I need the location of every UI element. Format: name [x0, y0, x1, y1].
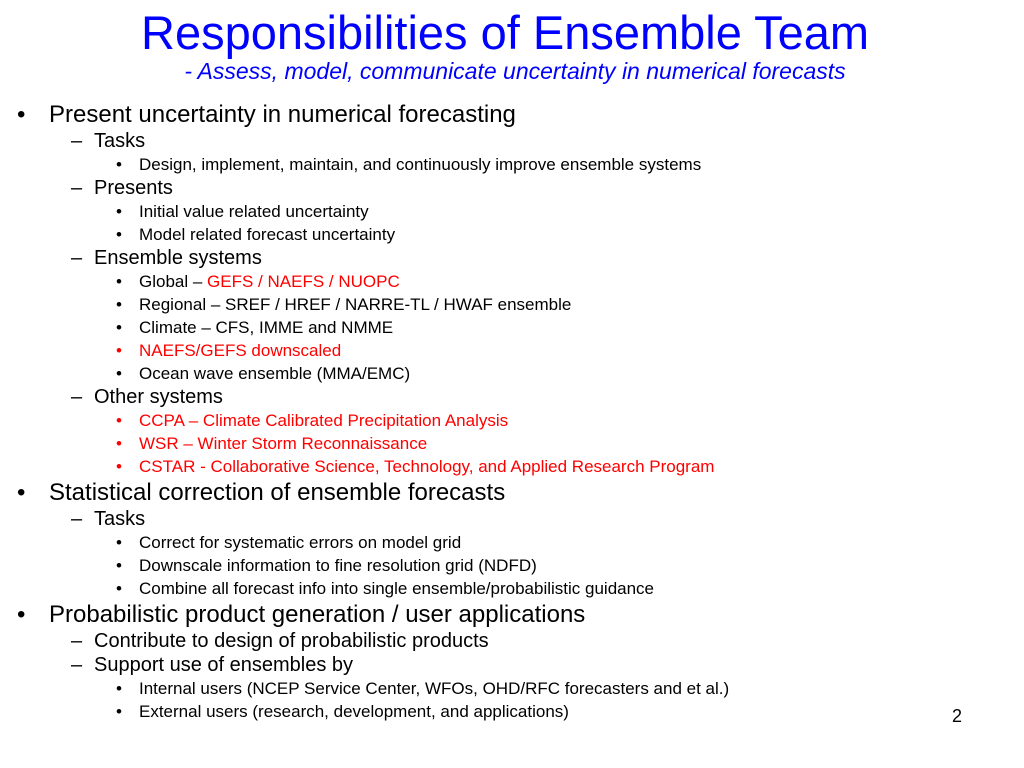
bullet-marker: •: [116, 341, 122, 360]
sub-tasks: [0, 507, 1000, 531]
sub-label: Tasks: [94, 130, 146, 152]
list-item: [0, 677, 1000, 700]
bullet-marker: •: [17, 479, 26, 506]
item-text: CCPA – Climate Calibrated Precipitation Analysis: [139, 411, 509, 430]
sub-other-systems: [0, 385, 1000, 409]
dash-marker: –: [71, 508, 83, 530]
page-number: 2: [951, 706, 962, 726]
item-text: Global –: [139, 272, 208, 291]
bullet-marker: •: [116, 579, 122, 598]
item-text: Correct for systematic errors on model grid: [139, 533, 462, 552]
sub-label: Other systems: [94, 386, 223, 408]
item-text: CSTAR - Collaborative Science, Technology, and Applied Research Program: [139, 457, 715, 476]
item-text: Model related forecast uncertainty: [139, 225, 396, 244]
bullet-marker: •: [116, 556, 122, 575]
bullet-marker: •: [116, 318, 122, 337]
section-present-uncertainty: [0, 100, 1000, 129]
sub-label: Support use of ensembles by: [94, 654, 354, 676]
bullet-marker: •: [116, 679, 122, 698]
section-label: Present uncertainty in numerical forecasting: [49, 101, 516, 128]
item-text: External users (research, development, and applications): [139, 702, 569, 721]
bullet-marker: •: [116, 295, 122, 314]
section-statistical-correction: [0, 478, 1000, 507]
bullet-marker: •: [116, 411, 122, 430]
list-item: [0, 531, 1000, 554]
dash-marker: –: [71, 247, 83, 269]
dash-marker: –: [71, 177, 83, 199]
bullet-marker: •: [116, 272, 122, 291]
bullet-marker: •: [17, 601, 26, 628]
list-item: [0, 270, 1000, 293]
item-highlight: GEFS / NAEFS / NUOPC: [207, 272, 400, 291]
dash-marker: –: [71, 630, 83, 652]
bullet-marker: •: [116, 434, 122, 453]
item-text: WSR – Winter Storm Reconnaissance: [139, 434, 428, 453]
list-item: [0, 339, 1000, 362]
title-block: [0, 6, 1010, 84]
list-item: [0, 293, 1000, 316]
bullet-marker: •: [116, 225, 122, 244]
bullet-marker: •: [116, 533, 122, 552]
item-text: NAEFS/GEFS downscaled: [139, 341, 342, 360]
bullet-content: [0, 100, 1000, 723]
item-text: Internal users (NCEP Service Center, WFOs, OHD/RFC forecasters and et al.): [139, 679, 730, 698]
bullet-marker: •: [116, 155, 122, 174]
list-item: [0, 316, 1000, 339]
item-text: Climate – CFS, IMME and NMME: [139, 318, 394, 337]
list-item: [0, 455, 1000, 478]
slide-subtitle: - Assess, model, communicate uncertainty in numerical forecasts: [184, 58, 846, 84]
item-text: Ocean wave ensemble (MMA/EMC): [139, 364, 411, 383]
sub-label: Presents: [94, 177, 173, 199]
item-text: Initial value related uncertainty: [139, 202, 369, 221]
sub-tasks: [0, 129, 1000, 153]
list-item: [0, 362, 1000, 385]
bullet-marker: •: [17, 101, 26, 128]
sub-label: Tasks: [94, 508, 146, 530]
sub-ensemble-systems: [0, 246, 1000, 270]
section-probabilistic-products: [0, 600, 1000, 629]
item-text: Design, implement, maintain, and continuously improve ensemble systems: [139, 155, 702, 174]
sub-presents: [0, 176, 1000, 200]
bullet-marker: •: [116, 457, 122, 476]
sub-contribute-design: [0, 629, 1000, 653]
section-label: Statistical correction of ensemble forecasts: [49, 479, 506, 506]
item-text: Regional – SREF / HREF / NARRE-TL / HWAF ensemble: [139, 295, 572, 314]
list-item: [0, 200, 1000, 223]
sub-label: Contribute to design of probabilistic products: [94, 630, 489, 652]
list-item: [0, 223, 1000, 246]
list-item: [0, 700, 1000, 723]
slide-title: Responsibilities of Ensemble Team: [141, 6, 869, 59]
list-item: [0, 432, 1000, 455]
item-text: Combine all forecast info into single ensemble/probabilistic guidance: [139, 579, 655, 598]
list-item: [0, 577, 1000, 600]
bullet-marker: •: [116, 364, 122, 383]
list-item: [0, 409, 1000, 432]
bullet-marker: •: [116, 702, 122, 721]
dash-marker: –: [71, 386, 83, 408]
list-item: [0, 554, 1000, 577]
bullet-marker: •: [116, 202, 122, 221]
list-item: [0, 153, 1000, 176]
sub-label: Ensemble systems: [94, 247, 262, 269]
dash-marker: –: [71, 654, 83, 676]
section-label: Probabilistic product generation / user applications: [49, 601, 586, 628]
item-text: Downscale information to fine resolution grid (NDFD): [139, 556, 537, 575]
dash-marker: –: [71, 130, 83, 152]
sub-support-use: [0, 653, 1000, 677]
